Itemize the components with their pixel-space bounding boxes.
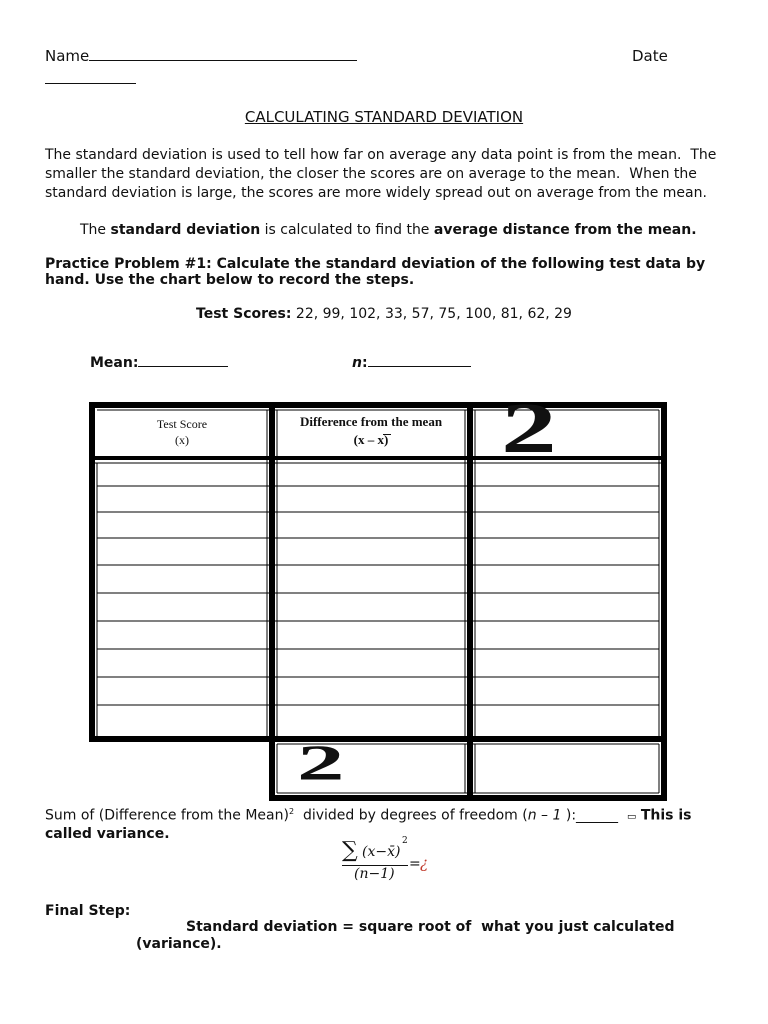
page-title: CALCULATING STANDARD DEVIATION [244,108,524,126]
formula-denominator: (n−1) [354,866,395,882]
table-frame [92,405,664,739]
test-scores-label: Test Scores: [196,306,292,322]
n-colon: : [361,355,368,371]
name-blank[interactable] [89,60,357,61]
mean-field [90,355,228,371]
mean-blank[interactable] [138,366,228,367]
xbar-overline [383,434,391,435]
name-label: Name [45,47,90,65]
formula-power: 2 [402,836,408,846]
table-grid [89,402,667,802]
sigma-symbol: ∑ [342,838,358,863]
definition-emphasis: average distance from the mean. [433,222,697,238]
n-field [352,355,471,371]
n-label: n [352,355,362,371]
definition-middle: is calculated to find the [260,222,434,238]
mean-label: Mean: [90,355,139,371]
practice-line: hand. Use the chart below to record the steps. [45,272,415,288]
final-step-line1: Standard deviation = square root of what you just calculated [186,919,675,935]
variance-instructions [45,803,735,843]
variance-bold-2: called variance. [45,825,170,842]
worksheet-table [89,388,667,802]
definition-prefix: The [80,222,111,238]
variance-mid: divided by degrees of freedom ( [294,807,528,824]
practice-problem [45,256,705,288]
squared-symbol-sum: 2 [297,734,345,790]
variance-n: n – 1 [527,807,566,824]
intro-line: standard deviation is large, the scores are more widely spread out on average from the mean. [45,185,707,201]
test-scores-values: 22, 99, 102, 33, 57, 75, 100, 81, 62, 29 [295,306,572,322]
squared-symbol-header: 2 [501,388,557,468]
definition-term: standard deviation [110,222,261,238]
formula-equals: = [409,856,421,872]
header-difference-formula: (x – x) [353,432,389,447]
variance-sup: 2 [288,807,295,816]
header-difference-label: Difference from the mean [299,414,443,429]
variance-bold-1: This is [640,807,692,824]
name-field [45,47,357,65]
date-label: Date [632,47,668,65]
final-step-label: Final Step: [45,903,131,919]
n-blank[interactable] [368,366,471,367]
date-blank[interactable] [45,83,136,84]
formula-numerator: (x−x̄) [362,844,401,860]
test-scores [0,306,768,322]
variance-formula [340,838,450,888]
header-difference [277,413,465,449]
variance-prefix: Sum of (Difference from the Mean) [45,807,289,824]
formula-result: ¿ [420,854,429,872]
header-test-score-symbol: (x) [175,433,189,447]
intro-paragraph [45,146,716,203]
definition-line [80,222,697,238]
practice-line: Practice Problem #1: Calculate the standard deviation of the following test data by [45,256,706,272]
final-step-line2: (variance). [136,936,222,952]
intro-line: The standard deviation is used to tell how far on average any data point is from the mean. The [45,147,717,163]
small-box-icon: ▭ [626,811,637,823]
variance-blank[interactable]: ):______ [565,807,619,824]
header-test-score [97,416,267,448]
header-test-score-label: Test Score [156,417,208,431]
intro-line: smaller the standard deviation, the closer the scores are on average to the mean. When the [45,166,697,182]
